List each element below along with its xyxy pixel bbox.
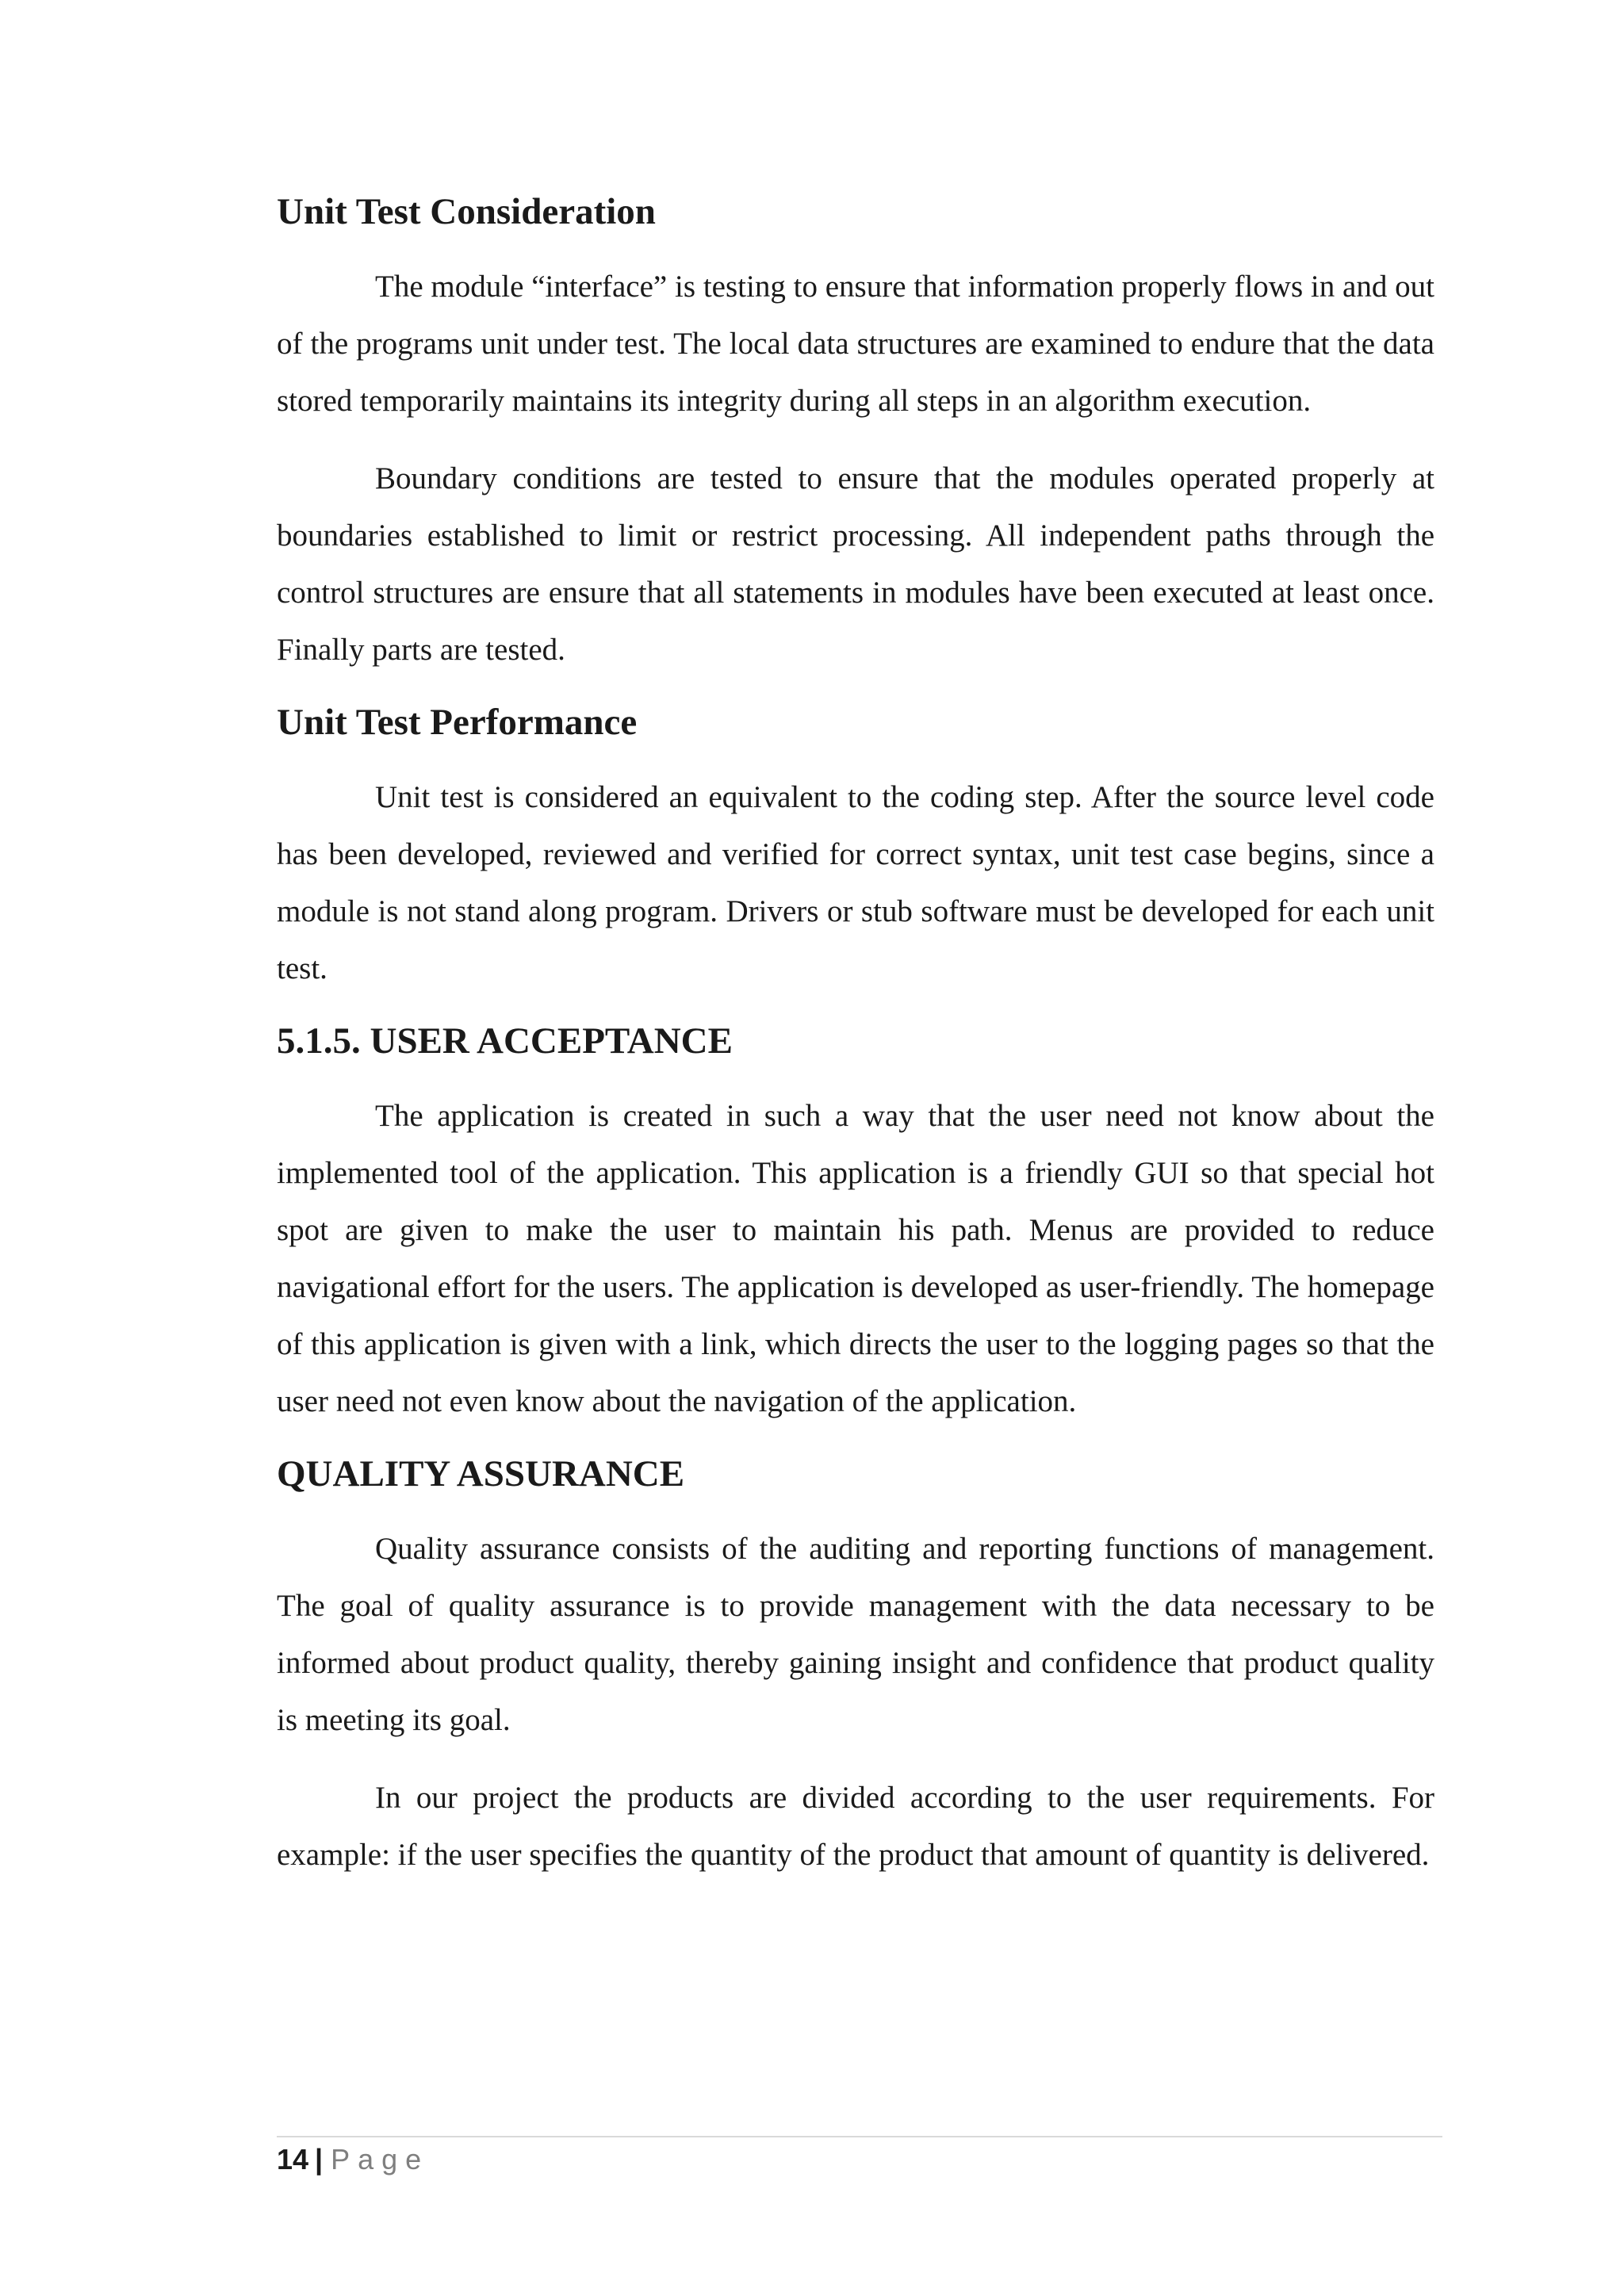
section-heading-unit-test-performance: Unit Test Performance bbox=[277, 702, 638, 743]
footer-separator: | bbox=[315, 2143, 324, 2175]
section-heading-unit-test-consideration: Unit Test Consideration bbox=[277, 191, 656, 232]
page-label: Page bbox=[331, 2143, 430, 2175]
page-number: 14 bbox=[277, 2143, 309, 2175]
paragraph-unit-test-performance: Unit test is considered an equivalent to the coding step. After the source level code has been developed, reviewed and verified for correct syntax, unit test case begins, since a module is not stand along program. Drivers or stub software must be developed for each unit test. bbox=[277, 780, 1434, 985]
footer-divider bbox=[277, 2136, 1442, 2137]
section-heading-quality-assurance: QUALITY ASSURANCE bbox=[277, 1453, 685, 1494]
paragraph-interface-testing: The module “interface” is testing to ensure that information properly flows in and out of the programs unit under test. The local data structures are examined to endure that the data stored temporarily maintains its integrity during all steps in an algorithm execution. bbox=[277, 270, 1434, 418]
section-heading-user-acceptance: 5.1.5. USER ACCEPTANCE bbox=[277, 1020, 733, 1062]
paragraph-project-products: In our project the products are divided according to the user requirements. For example: if the user specifies the quantity of the product that amount of quantity is delivered. bbox=[277, 1781, 1434, 1872]
paragraph-boundary-conditions: Boundary conditions are tested to ensure that the modules operated properly at boundaries established to limit or restrict processing. All independent paths through the control structures are ensure that all statements in modules have been executed at least once. Finally parts are tested. bbox=[277, 461, 1434, 667]
page-content bbox=[277, 189, 1434, 1904]
page-footer bbox=[277, 2142, 429, 2177]
paragraph-quality-assurance: Quality assurance consists of the auditing and reporting functions of management. The goal of quality assurance is to provide management with the data necessary to be informed about product quality, thereby gaining insight and confidence that product quality is meeting its goal. bbox=[277, 1532, 1434, 1737]
paragraph-user-acceptance: The application is created in such a way that the user need not know about the implemented tool of the application. This application is a friendly GUI so that special hot spot are given to make the user to maintain his path. Menus are provided to reduce navigational effort for the users. The application is developed as user-friendly. The homepage of this application is given with a link, which directs the user to the logging pages so that the user need not even know about the navigation of the application. bbox=[277, 1099, 1434, 1418]
